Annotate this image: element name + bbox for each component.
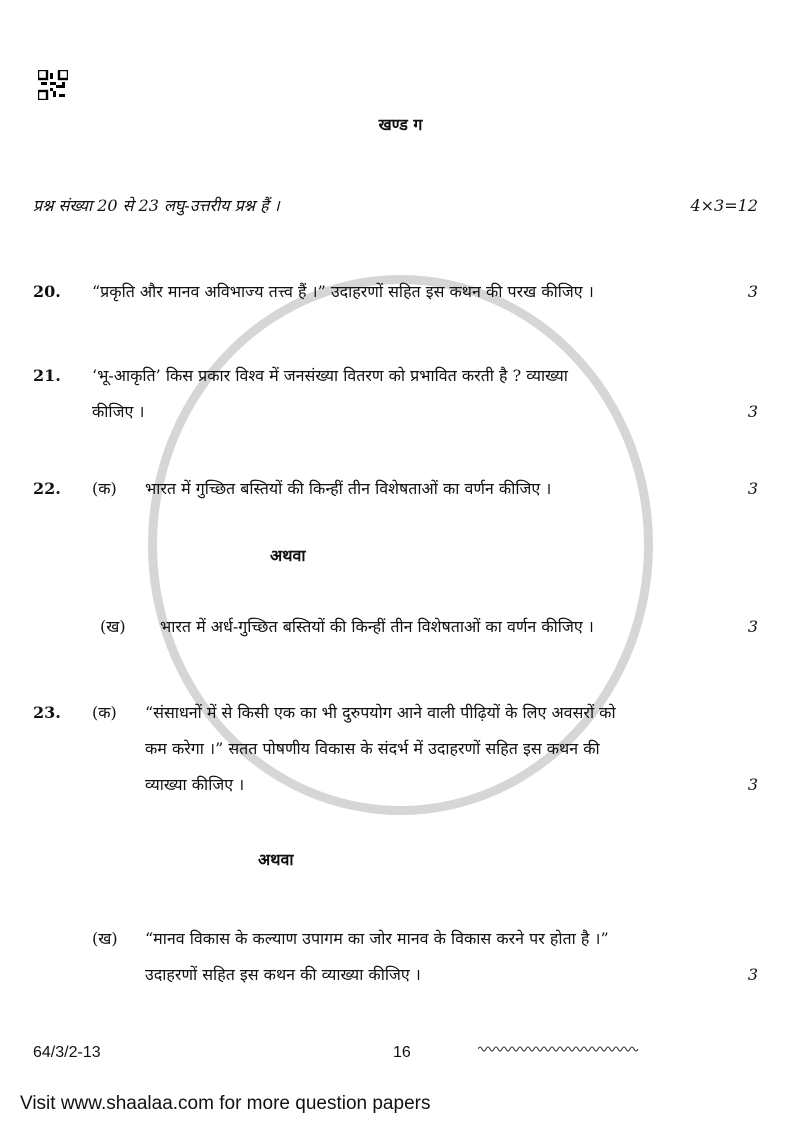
or-label: अथवा: [270, 546, 306, 565]
instruction-marks: 4×3=12: [690, 196, 758, 215]
question-text: व्याख्या कीजिए ।: [145, 775, 245, 794]
question-21: [33, 358, 758, 430]
question-marks: 3: [747, 282, 758, 301]
question-text: कीजिए ।: [92, 402, 145, 421]
visit-link[interactable]: Visit www.shaalaa.com for more question papers: [20, 1093, 431, 1114]
qr-code-icon: [38, 70, 68, 100]
page-number: 16: [393, 1044, 411, 1061]
section-title: खण्ड ग: [378, 115, 423, 134]
option-label: (क): [92, 703, 117, 722]
question-number: 22.: [33, 479, 61, 498]
option-label: (क): [92, 479, 117, 498]
question-marks: 3: [747, 965, 758, 984]
question-marks: 3: [747, 402, 758, 421]
instruction-row: [33, 188, 758, 224]
question-marks: 3: [747, 775, 758, 794]
question-23a: [33, 695, 758, 803]
option-label: (ख): [100, 617, 126, 636]
question-number: 23.: [33, 703, 61, 722]
question-marks: 3: [747, 479, 758, 498]
question-text: “मानव विकास के कल्याण उपागम का जोर मानव के विकास करने पर होता है ।”: [145, 929, 609, 948]
question-number: 21.: [33, 366, 61, 385]
question-20: [33, 274, 758, 310]
question-text: “प्रकृति और मानव अविभाज्य तत्त्व हैं ।” उदाहरणों सहित इस कथन की परख कीजिए ।: [92, 282, 594, 301]
question-text: भारत में अर्ध-गुच्छित बस्तियों की किन्हीं तीन विशेषताओं का वर्णन कीजिए ।: [160, 617, 594, 636]
instruction-text: प्रश्न संख्या 20 से 23 लघु-उत्तरीय प्रश्न हैं ।: [33, 196, 280, 215]
question-number: 20.: [33, 282, 61, 301]
question-22b: [33, 609, 758, 645]
question-22a: [33, 471, 758, 507]
paper-code: 64/3/2-13: [33, 1044, 101, 1061]
question-text: भारत में गुच्छित बस्तियों की किन्हीं तीन विशेषताओं का वर्णन कीजिए ।: [145, 479, 552, 498]
question-text: उदाहरणों सहित इस कथन की व्याख्या कीजिए ।: [145, 965, 421, 984]
or-label: अथवा: [258, 850, 294, 869]
question-marks: 3: [747, 617, 758, 636]
wavy-line-decoration: [478, 1045, 640, 1053]
option-label: (ख): [92, 929, 118, 948]
question-text: ‘भू-आकृति’ किस प्रकार विश्व में जनसंख्या वितरण को प्रभावित करती है ? व्याख्या: [92, 366, 568, 385]
page-footer: [33, 1043, 758, 1063]
question-text: “संसाधनों में से किसी एक का भी दुरुपयोग आने वाली पीढ़ियों के लिए अवसरों को: [145, 703, 616, 722]
question-text: कम करेगा ।” सतत पोषणीय विकास के संदर्भ में उदाहरणों सहित इस कथन की: [145, 739, 600, 758]
question-23b: [33, 921, 758, 993]
